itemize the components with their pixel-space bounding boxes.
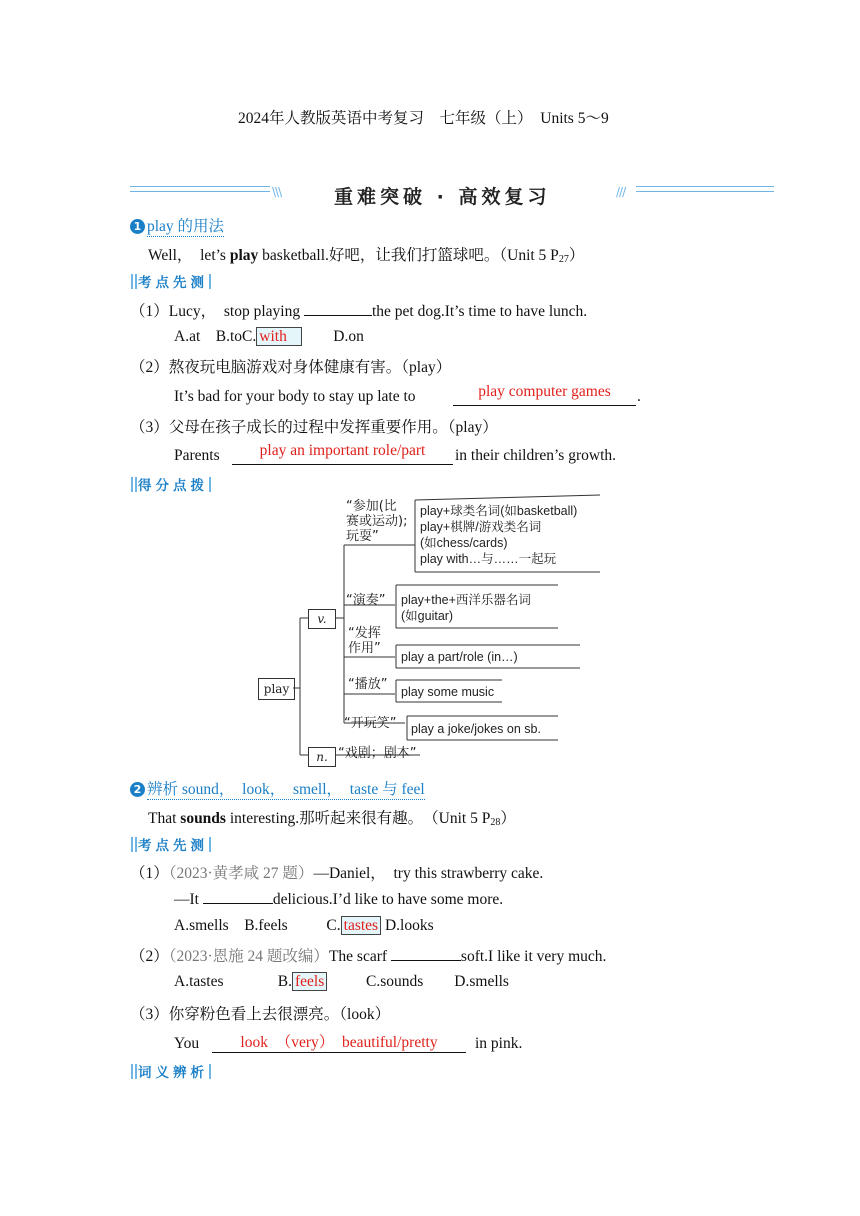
s2-q1: （1）（2023·黄孝咸 27 题）—Daniel， try this strawberry cake. [130,865,544,882]
banner-line-left [130,186,270,187]
tag-tips: 得分点拨 [130,474,212,494]
section2-title: 辨析 sound， look， smell， taste 与 feel [147,781,425,798]
answer-text: look （very） beautiful/pretty [240,1034,438,1051]
answer-box: tastes [341,916,381,935]
s1-q1: （1）Lucy， stop playing the pet dog.It’s time to have lunch. [130,303,588,320]
section1-number: 1 [130,219,145,234]
section1-title: play 的用法 [147,218,225,235]
blank[interactable] [203,889,273,904]
blank[interactable] [304,301,372,316]
mindmap-b2-label: “演奏” [346,593,386,608]
tag-test-1: 考点先测 [130,271,212,291]
tag-words: 词义辨析 [130,1061,212,1081]
s2-q1-options: A.smells B.feels C. tastes D.looks [174,917,434,934]
mindmap-b5-label: “开玩笑” [344,716,397,731]
period: . [637,388,641,405]
mindmap-b3-label: “发挥 作用” [348,626,381,656]
section1-example: Well， let’s play basketball.好吧，让我们打篮球吧。（Unit 5 $P_{27}$） [148,247,585,265]
s1-q3-pre: Parents [174,447,220,464]
tag-test-2: 考点先测 [130,834,212,854]
banner-line-right-2 [636,191,774,192]
banner-line-left-2 [130,191,270,192]
s1-q3: （3）父母在孩子成长的过程中发挥重要作用。（play） [130,419,498,436]
s1-q2: （2）熬夜玩电脑游戏对身体健康有害。（play） [130,359,452,376]
banner-slashes-right: /// [616,185,626,199]
mindmap-b4-items: play some music [401,685,495,699]
mindmap-n-meaning: “戏剧；剧本” [338,746,417,761]
banner-slashes-left: \\\ [272,185,282,199]
mindmap-b4-label: “播放” [348,677,388,692]
answer-box: with [256,327,302,346]
s2-q2: （2）（2023·恩施 24 题改编）The scarf soft.I like it very much. [130,948,607,965]
mindmap-v: v. [308,609,336,629]
section2-heading [130,777,425,799]
banner-title: 重难突破 · 高效复习 [334,186,551,208]
s2-q3-post: in pink. [475,1035,523,1052]
mindmap-b2-items: play+the+西洋乐器名词 (如guitar) [401,593,531,623]
section2-number: 2 [130,782,145,797]
s2-q2-options: A.tastes B. feels C.sounds D.smells [174,973,509,990]
section1-heading [130,214,224,236]
answer-text: play computer games [478,383,611,400]
s1-q1-options: A.at B.toC. with D.on [174,328,364,345]
mindmap-b3-items: play a part/role (in…) [401,650,518,664]
s1-q2-line: It’s bad for your body to stay up late to [174,388,416,405]
s2-q3: （3）你穿粉色看上去很漂亮。（look） [130,1006,391,1023]
s2-q1-line2: —It delicious.I’d like to have some more. [174,891,504,908]
banner-line-right [636,186,774,187]
s1-q3-post: in their children’s growth. [455,447,616,464]
blank[interactable] [391,946,461,961]
mindmap-b1-items: play+球类名词(如basketball) play+棋牌/游戏类名词 (如chess/cards) play with…与……一起玩 [420,504,578,566]
answer-box: feels [292,972,327,991]
s2-q3-pre: You [174,1035,200,1052]
answer-text: play an important role/part [259,442,426,459]
page-header: 2024年人教版英语中考复习 七年级（上） Units 5～9 [238,110,609,127]
mindmap-b1-label: “参加(比 赛或运动); 玩耍” [346,499,408,544]
mindmap-b5-items: play a joke/jokes on sb. [411,722,541,736]
mindmap-root: play [258,678,295,700]
mindmap-n: n. [308,747,336,767]
section2-example: That sounds interesting.那听起来很有趣。 （Unit 5 $P_{28}$） [148,810,516,828]
